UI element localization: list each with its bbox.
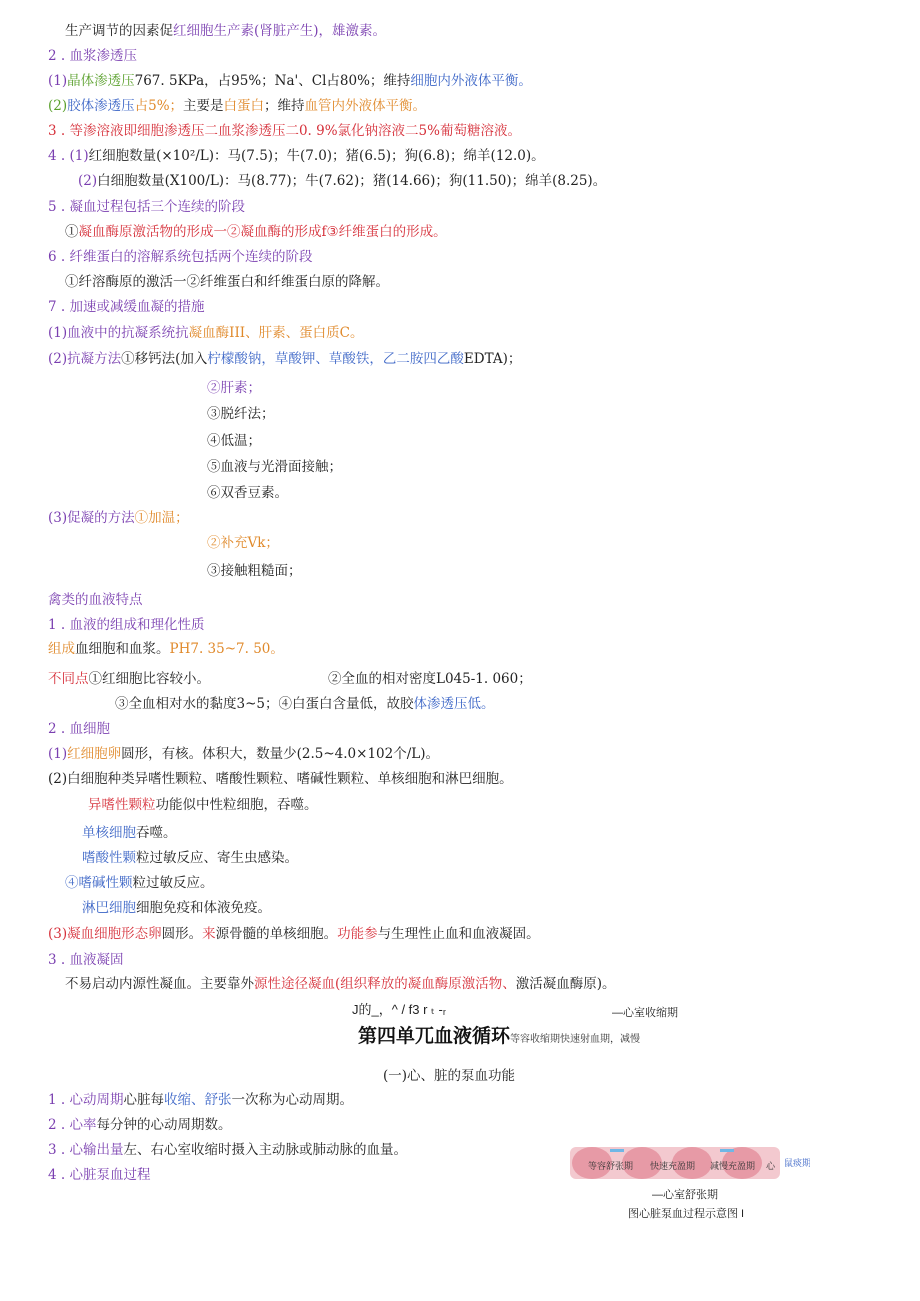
text-span: (2) xyxy=(48,351,68,367)
line-dicoumarol: ⑥双香豆素。 xyxy=(207,485,288,501)
text-span: (3) xyxy=(48,926,68,942)
line-wbc-types: (2)白细胞种类异嗜性颗粒、嗜酸性颗粒、嗜碱性颗粒、单核细胞和淋巴细胞。 xyxy=(48,771,513,787)
line-smooth-surface: ⑤血液与光滑面接触； xyxy=(207,459,342,475)
phase-label-1: 等容舒张期 xyxy=(588,1161,634,1171)
line-low-temp: ④低温； xyxy=(207,433,261,449)
text-span: 粒过敏反应。 xyxy=(132,875,214,891)
text-span: 3 . 心输出量 xyxy=(48,1142,124,1158)
line-rbc-count xyxy=(48,147,545,165)
line-heart-rate xyxy=(48,1116,231,1134)
text-span: 淋巴细胞 xyxy=(82,900,136,916)
text-span: 来 xyxy=(202,926,216,942)
unit-title xyxy=(358,1026,640,1051)
line-isotonic: 3 . 等渗溶液即细胞渗透压二血浆渗透压二0. 9%氯化钠溶液二5%葡萄糖溶液。 xyxy=(48,123,521,139)
text-span: 功能参 xyxy=(337,926,378,942)
line-rough-surface: ③接触粗糙面； xyxy=(207,563,302,579)
text-span: 不易启动内源性凝血。主要靠外 xyxy=(65,976,254,992)
line-wbc-count xyxy=(78,172,606,190)
arrow-mark-2 xyxy=(720,1149,734,1152)
text-span: 源性途径凝血(组织释放的凝血酶原激活物、 xyxy=(254,976,516,992)
line-lymphocyte xyxy=(82,899,271,917)
line-basophil xyxy=(65,874,214,892)
text-span: 单核细胞 xyxy=(82,825,136,841)
text-span: 源骨髓的单核细胞。 xyxy=(215,926,338,942)
line-coag-stages xyxy=(65,223,447,241)
heading-coag-measures: 7 . 加速或减缓血凝的措施 xyxy=(48,299,205,315)
heading-composition: 1 . 血液的组成和理化性质 xyxy=(48,617,205,633)
text-span: (1) xyxy=(48,73,68,89)
text-span: 胶体渗透压 xyxy=(67,98,135,114)
heading-coagulation-poultry: 3 . 血液凝固 xyxy=(48,952,124,968)
text-span: 细胞内外液体平衡。 xyxy=(410,73,532,89)
text-span: 白细胞数量(X100/L)：马(8.77)；牛(7.62)；猪(14.66)；狗(11.50)；绵羊(8.25)。 xyxy=(97,173,607,189)
phase-label-2: 快速充盈期 xyxy=(650,1161,696,1171)
text-span: 白蛋白 xyxy=(223,98,265,114)
heading-coagulation: 5 . 凝血过程包括三个连续的阶段 xyxy=(48,199,245,215)
line-composition xyxy=(48,640,284,658)
text-span: 凝血酶原激活物的形成一②凝血酶的形成f③纤维蛋白的形成。 xyxy=(78,224,447,240)
text-span: ① xyxy=(65,224,79,240)
text-span: 红细胞生产素(肾脏产生)，雄激素。 xyxy=(173,23,387,39)
text-span: 左、右心室收缩时摄入主动脉或肺动脉的血量。 xyxy=(123,1142,407,1158)
text-span: 促凝的方法 xyxy=(67,510,135,526)
text-span: 血细胞和血浆。 xyxy=(75,641,170,657)
heart-figure-svg xyxy=(570,1145,810,1181)
line-anticoag-system xyxy=(48,324,363,342)
line-fibrinolysis-stages: ①纤溶酶原的激活一②纤维蛋白和纤维蛋白原的降解。 xyxy=(65,274,389,290)
text-span: 一次称为心动周期。 xyxy=(231,1092,353,1108)
text-span: ；维持 xyxy=(264,98,305,114)
line-colloid-osmotic xyxy=(48,97,426,115)
text-span: 组成 xyxy=(48,641,75,657)
garbled-label: J的_，^ / f3 r ₜ -ᵣ xyxy=(352,1002,446,1017)
line-heparin: ②肝素； xyxy=(207,380,261,396)
text-span: 异嗜性颗粒 xyxy=(88,797,156,813)
text-span: ④嗜碱性颗 xyxy=(65,875,133,891)
text-span: 心脏每 xyxy=(123,1092,164,1108)
phase-label-4: 心 xyxy=(766,1161,776,1171)
line-extrinsic xyxy=(65,975,616,993)
text-span: 每分钟的心动周期数。 xyxy=(96,1117,232,1133)
heading-blood-cells: 2 . 血细胞 xyxy=(48,721,110,737)
text-span: 收缩、舒张 xyxy=(163,1092,232,1108)
line-vk: ②补充Vk； xyxy=(207,535,279,551)
text-span: 占5%； xyxy=(134,98,184,114)
text-span: ③全血相对水的黏度3~5；④白蛋白含量低，故胶 xyxy=(115,696,414,712)
line-cardiac-output xyxy=(48,1141,407,1159)
phase-label-5: 鼠痰期 xyxy=(784,1158,810,1168)
text-span: 凝血细胞形态卵 xyxy=(67,926,162,942)
line-differences xyxy=(48,670,210,688)
section-heart-pump: (一)心、脏的泵血功能 xyxy=(383,1068,516,1084)
text-span: 细胞免疫和体液免疫。 xyxy=(136,900,271,916)
line-pump-process: 4 . 心脏泵血过程 xyxy=(48,1167,151,1183)
text-span: 柠檬酸钠，草酸钾、草酸铁，乙二胺四乙酸 xyxy=(207,351,464,367)
line-cardiac-cycle xyxy=(48,1091,353,1109)
line-thrombocyte xyxy=(48,925,540,943)
text-span: 圆形，有核。体积大，数量少(2.5~4.0×102个/L)。 xyxy=(121,746,440,762)
line-1 xyxy=(65,22,386,40)
line-eosinophil xyxy=(82,849,298,867)
line-monocyte xyxy=(82,824,177,842)
heading-plasma-osmotic: 2 . 血浆渗透压 xyxy=(48,48,137,64)
text-span: 767. 5KPa，占95%；Na'、Cl占80%；维持 xyxy=(134,73,411,89)
text-span: 2 . 心率 xyxy=(48,1117,97,1133)
text-span: EDTA)； xyxy=(463,351,522,367)
text-span: (2) xyxy=(78,173,98,189)
text-span: (1) xyxy=(48,746,68,762)
line-rbc xyxy=(48,745,439,763)
line-viscosity xyxy=(115,695,495,713)
text-span: 功能似中性粒细胞，吞噬。 xyxy=(155,797,318,813)
text-span: (1) xyxy=(48,325,68,341)
text-span: 4 . (1) xyxy=(48,148,89,164)
line-procoag-methods xyxy=(48,509,189,527)
text-span: 体渗透压低。 xyxy=(413,696,495,712)
text-span: 血液中的抗凝系统抗 xyxy=(67,325,189,341)
text-span: 晶体渗透压 xyxy=(67,73,135,89)
text-span: PH7. 35~7. 50。 xyxy=(169,641,284,657)
text-span: 激活凝血酶原)。 xyxy=(515,976,616,992)
heading-poultry-blood: 禽类的血液特点 xyxy=(48,592,143,608)
text-span: 等容收缩期快速射血期，减慢 xyxy=(510,1034,641,1045)
text-span: (2) xyxy=(48,98,68,114)
line-density: ②全血的相对密度L045-1. 060； xyxy=(328,671,532,687)
systole-label: —心室收缩期 xyxy=(612,1007,678,1019)
text-span: 主要是 xyxy=(183,98,224,114)
text-span: 抗凝方法 xyxy=(67,351,122,367)
line-heterophil xyxy=(88,796,318,814)
text-span: 红细胞卵 xyxy=(67,746,122,762)
text-span: 不同点 xyxy=(48,671,89,687)
text-span: (3) xyxy=(48,510,68,526)
text-span: 血管内外液体平衡。 xyxy=(304,98,427,114)
phase-label-3: 减慢充盈期 xyxy=(710,1161,756,1171)
text-span: 吞噬。 xyxy=(136,825,177,841)
figure-caption: 图心脏泵血过程示意图 I xyxy=(628,1208,745,1220)
text-span: 与生理性止血和血液凝固。 xyxy=(377,926,540,942)
text-span: ①加温； xyxy=(134,510,189,526)
diastole-label: —心室舒张期 xyxy=(652,1189,718,1201)
text-span: ①红细胞比容较小。 xyxy=(88,671,210,687)
text-span: 凝血酶III、肝素、蛋白质C。 xyxy=(188,325,364,341)
text-span: 粒过敏反应、寄生虫感染。 xyxy=(136,850,298,866)
text-span: 1 . 心动周期 xyxy=(48,1092,124,1108)
line-anticoag-methods xyxy=(48,350,521,368)
text-span: 圆形。 xyxy=(161,926,203,942)
line-defibrination: ③脱纤法； xyxy=(207,406,275,422)
arrow-mark-1 xyxy=(610,1149,624,1152)
line-crystal-osmotic xyxy=(48,72,532,90)
text-span: 第四单兀血液循环 xyxy=(358,1026,511,1047)
heart-pump-figure xyxy=(570,1145,810,1181)
text-span: 嗜酸性颗 xyxy=(82,850,136,866)
text-span: 生产调节的因素促 xyxy=(65,23,173,39)
text-span: 红细胞数量(×10²/L)：马(7.5)；牛(7.0)；猪(6.5)；狗(6.8)；绵羊(12.0)。 xyxy=(88,148,545,164)
text-span: ①移钙法(加入 xyxy=(121,351,208,367)
heading-fibrinolysis: 6 . 纤维蛋白的溶解系统包括两个连续的阶段 xyxy=(48,249,313,265)
